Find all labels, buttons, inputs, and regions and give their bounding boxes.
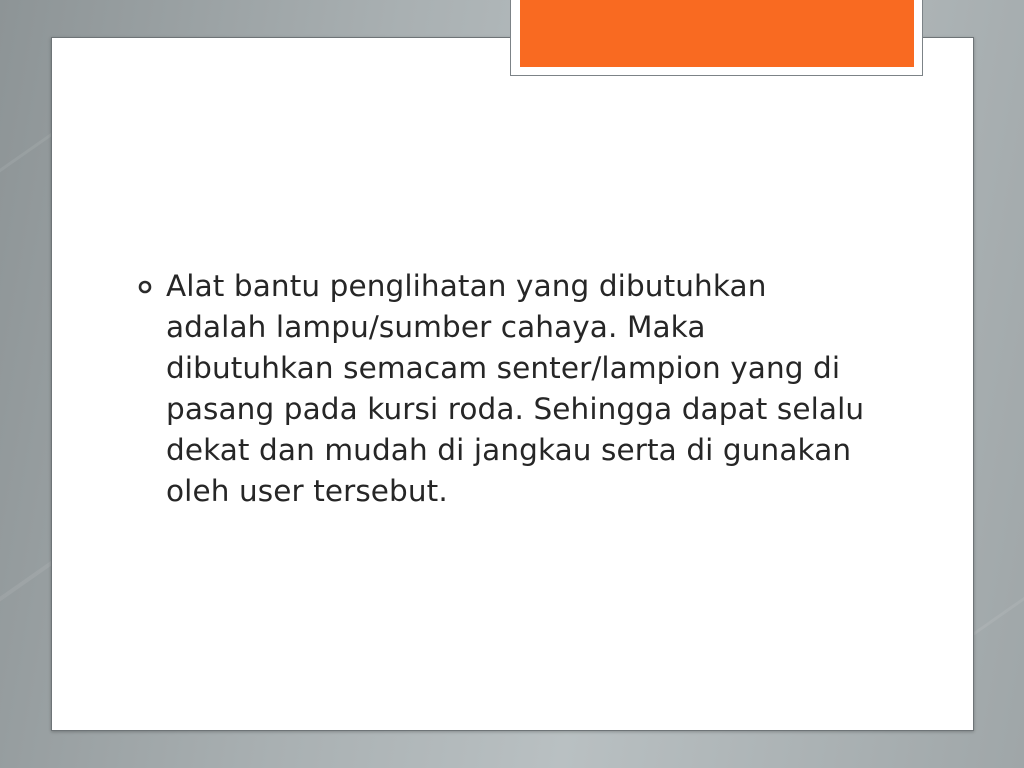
hollow-circle-bullet-icon <box>138 266 166 294</box>
slide-body <box>138 266 878 512</box>
bullet-item <box>138 266 878 512</box>
accent-bar <box>520 0 914 67</box>
bullet-text: Alat bantu penglihatan yang dibutuhkan adalah lampu/sumber cahaya. Maka dibutuhkan semacam senter/lampion yang di pasang pada kursi roda. Sehingga dapat selalu dekat dan mudah di jangkau serta di gunakan oleh user tersebut. <box>166 269 865 508</box>
